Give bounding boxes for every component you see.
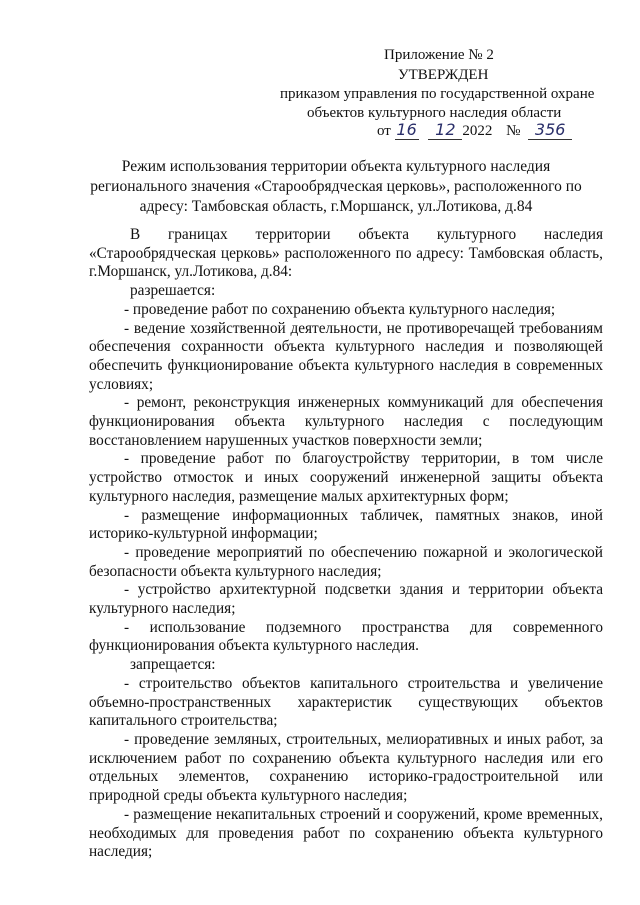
date-year: 2022 [462,123,493,139]
allowed-item: - проведение мероприятий по обеспечению пожарной и экологической безопасности объекта культурного наследия; [89,543,603,580]
allowed-item: - ведение хозяйственной деятельности, не противоречащей требованиям обеспечения сохранности объекта культурного наследия и позволяющей обеспечить функционирование объекта культурного наследия в современных условиях; [89,319,603,393]
number-label: № [506,123,521,139]
order-line-1: приказом управления по государственной охране [280,86,595,102]
document-body [89,226,603,862]
date-month: 12 [428,120,462,140]
allowed-item: - устройство архитектурной подсветки здания и территории объекта культурного наследия; [89,581,603,618]
order-number: 356 [528,120,572,140]
allowed-item: - проведение работ по благоустройству территории, в том числе устройство отмосток и иных сооружений инженерной защиты объекта культурного наследия, размещение малых архитектурных форм; [89,450,603,505]
forbidden-item: - проведение земляных, строительных, мелиоративных и иных работ, за исключением работ по сохранению объекта культурного наследия или его отдельных элементов, сохранению историко-градостроительной или природной среды объекта культурного наследия; [89,730,603,805]
allowed-item: - размещение информационных табличек, памятных знаков, иной историко-культурной информации; [89,506,603,543]
allowed-item: - проведение работ по сохранению объекта культурного наследия; [124,300,556,318]
date-prefix: от [377,123,391,139]
title-line-3: адресу: Тамбовская область, г.Моршанск, ул.Лотикова, д.84 [139,198,533,215]
forbidden-item: - строительство объектов капитального строительства и увеличение объемно-пространственных характеристик существующих объектов капитального строительства; [89,674,603,730]
allowed-item: - использование подземного пространства для современного функционирования объекта культурного наследия. [89,618,603,655]
allowed-item: - ремонт, реконструкция инженерных коммуникаций для обеспечения функционирования объекта культурного наследия с последующим восстановлением нарушенных участков поверхности земли; [89,394,603,449]
appendix-label: Приложение № 2 [384,47,494,63]
date-day: 16 [396,120,417,139]
allowed-label: разрешается: [130,282,216,300]
document-title [84,157,588,217]
intro-paragraph: В границах территории объекта культурного наследия «Старообрядческая церковь» расположенного по адресу: Тамбовская область, г.Моршанск, ул.Лотикова, д.84: [89,226,603,281]
title-line-1: Режим использования территории объекта культурного наследия [121,158,551,175]
forbidden-item: - размещение некапитальных строений и сооружений, кроме временных, необходимых для проведения работ по сохранению объекта культурного наследия; [89,805,603,861]
title-line-2: регионального значения «Старообрядческая церковь», расположенного по [90,178,582,195]
order-date-number [377,120,572,141]
forbidden-label: запрещается: [130,656,216,674]
approved-label: УТВЕРЖДЕН [398,67,489,83]
order-line-2: объектов культурного наследия области [307,105,562,121]
